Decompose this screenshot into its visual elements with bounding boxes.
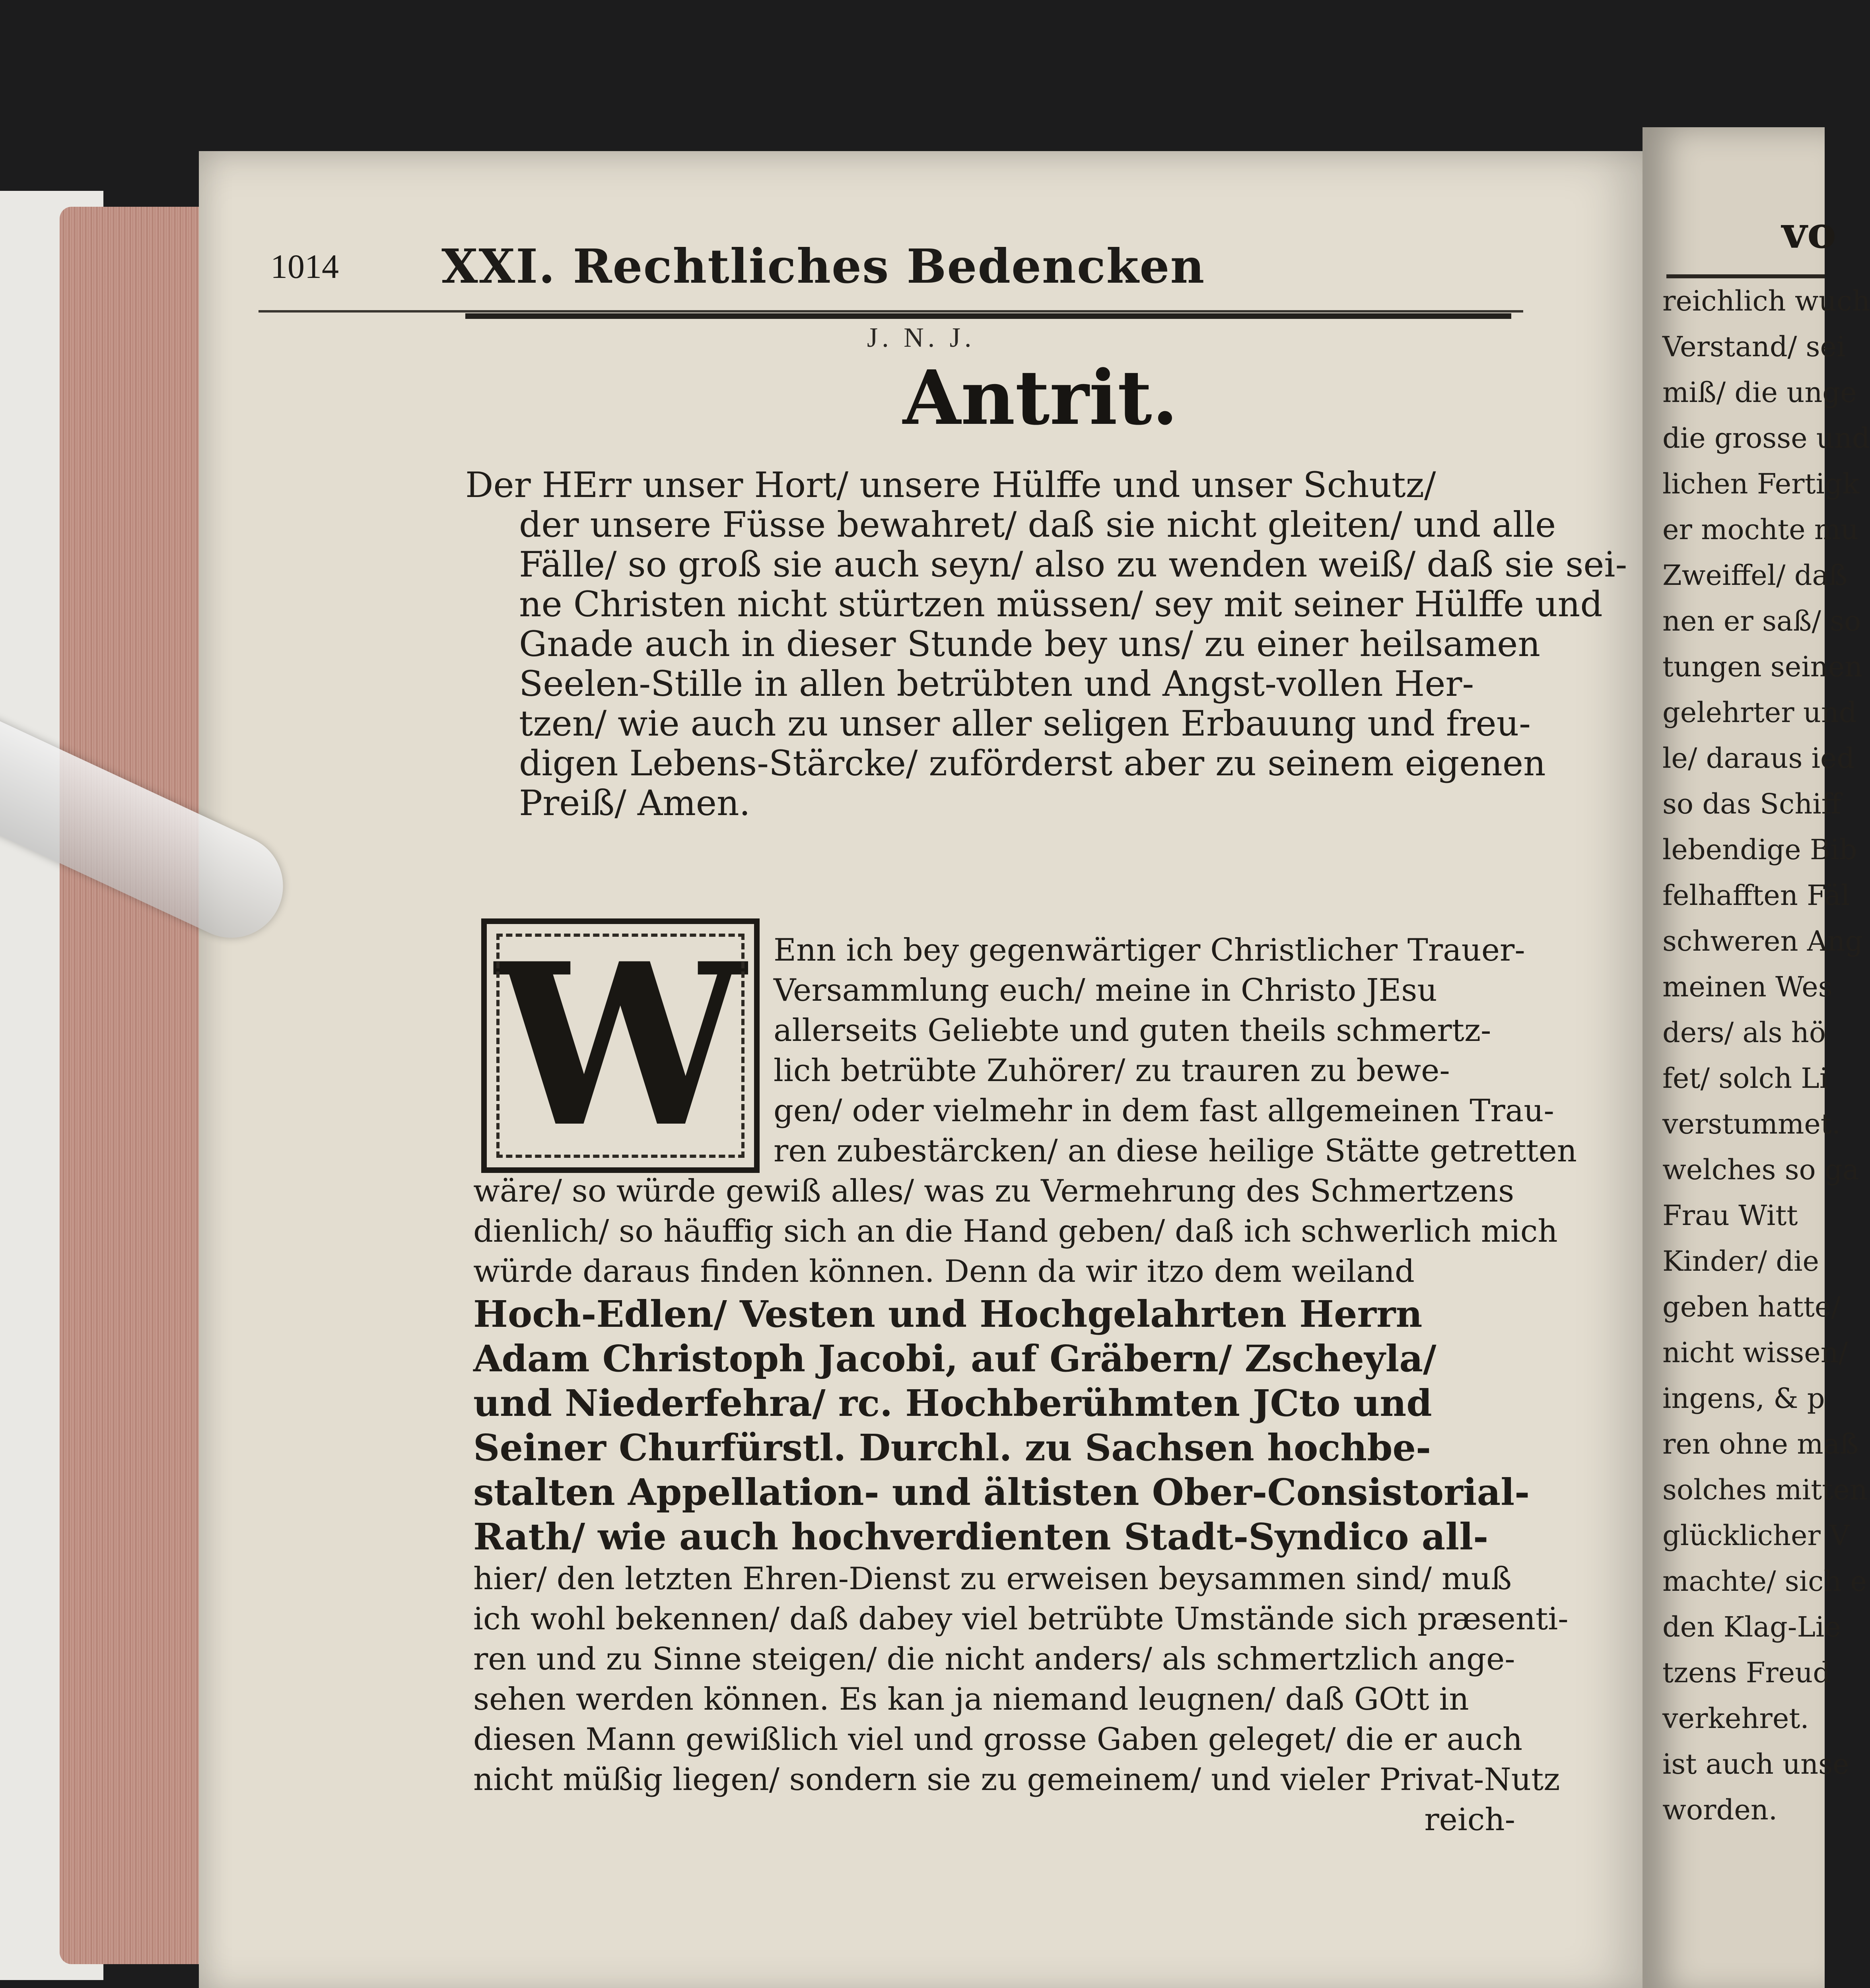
facing-line: welches so ga <box>1662 1153 1859 1186</box>
body-line: ren und zu Sinne steigen/ die nicht anders/ als schmertzlich ange- <box>473 1641 1515 1677</box>
facing-line: le/ daraus ied <box>1662 742 1855 775</box>
body-line: Hoch-Edlen/ Vesten und Hochgelahrten Herrn <box>473 1293 1423 1336</box>
body-line: gen/ oder vielmehr in dem fast allgemeinen Trau- <box>774 1093 1554 1129</box>
facing-line: tzens Freud <box>1662 1656 1831 1689</box>
prayer-line: tzen/ wie auch zu unser aller seligen Erbauung und freu- <box>519 703 1531 744</box>
body-line: hier/ den letzten Ehren-Dienst zu erweisen beysammen sind/ muß <box>473 1561 1512 1597</box>
catchword: reich- <box>1424 1802 1515 1838</box>
initial-letter: W <box>495 915 746 1176</box>
facing-line: glücklicher V <box>1662 1519 1850 1552</box>
facing-line: lichen Fertigk <box>1662 468 1860 500</box>
page-number: 1014 <box>270 247 339 285</box>
body-line: nicht müßig liegen/ sondern sie zu gemeinem/ und vieler Privat-Nutz <box>473 1762 1560 1798</box>
body-line: Rath/ wie auch hochverdienten Stadt-Syndico all- <box>473 1515 1489 1558</box>
facing-line: den Klag-Lie <box>1662 1611 1841 1643</box>
facing-line: fet/ solch Li <box>1662 1062 1829 1095</box>
facing-line: die grosse und <box>1662 422 1870 454</box>
facing-line: Kinder/ die <box>1662 1245 1819 1277</box>
prayer-line: ne Christen nicht stürtzen müssen/ sey mit seiner Hülffe und <box>519 584 1603 625</box>
body-line: stalten Appellation- und ältisten Ober-Consistorial- <box>473 1471 1530 1514</box>
body-line: würde daraus finden können. Denn da wir itzo dem weiland <box>473 1254 1415 1289</box>
body-line: wäre/ so würde gewiß alles/ was zu Vermehrung des Schmertzens <box>473 1173 1514 1209</box>
body-line: Seiner Churfürstl. Durchl. zu Sachsen hochbe- <box>473 1426 1431 1469</box>
facing-page-rule <box>1666 274 1825 278</box>
facing-line: ingens, & p <box>1662 1382 1825 1415</box>
decorated-initial <box>481 915 760 1176</box>
facing-line: lebendige Bib <box>1662 833 1857 866</box>
facing-page-head: vo <box>1782 207 1837 258</box>
facing-line: gelehrter und <box>1662 696 1857 729</box>
facing-line: Zweiffel/ daß <box>1662 559 1848 592</box>
prayer-line: Seelen-Stille in allen betrübten und Angst-vollen Her- <box>519 663 1474 704</box>
facing-line: tungen seinen <box>1662 650 1863 683</box>
body-line: dienlich/ so häuffig sich an die Hand geben/ daß ich schwerlich mich <box>473 1213 1558 1249</box>
invocation: J. N. J. <box>867 322 976 353</box>
body-line: sehen werden können. Es kan ja niemand leugnen/ daß GOtt in <box>473 1681 1469 1717</box>
facing-line: meinen Wes <box>1662 971 1833 1003</box>
facing-line: nicht wissen/ <box>1662 1336 1848 1369</box>
facing-line: nen er saß/ so <box>1662 605 1861 637</box>
header-rule <box>259 310 1523 313</box>
facing-line: Verstand/ sei <box>1662 330 1846 363</box>
facing-line: ders/ als hö <box>1662 1016 1826 1049</box>
facing-line: so das Schiff <box>1662 788 1841 820</box>
facing-line: felhafften Fäl <box>1662 879 1850 912</box>
running-head: XXI. Rechtliches Bedencken <box>441 239 1205 294</box>
body-line: und Niederfehra/ rc. Hochberühmten JCto und <box>473 1382 1432 1425</box>
body-line: Adam Christoph Jacobi, auf Gräbern/ Zscheyla/ <box>473 1337 1437 1380</box>
facing-page-text <box>1662 278 1870 1833</box>
facing-line: schweren Ang <box>1662 925 1863 957</box>
prayer-line: Fälle/ so groß sie auch seyn/ also zu wenden weiß/ daß sie sei- <box>519 544 1627 585</box>
body-line: Versammlung euch/ meine in Christo JEsu <box>774 973 1437 1008</box>
body-line: allerseits Geliebte und guten theils schmertz- <box>774 1013 1491 1048</box>
section-heading: Antrit. <box>903 354 1178 442</box>
body-line: ren zubestärcken/ an diese heilige Stätte getretten <box>774 1133 1577 1169</box>
facing-line: miß/ die unge <box>1662 376 1857 409</box>
body-line: ich wohl bekennen/ daß dabey viel betrübte Umstände sich præsenti- <box>473 1601 1569 1637</box>
prayer-line: Der HErr unser Hort/ unsere Hülffe und unser Schutz/ <box>465 464 1436 505</box>
prayer-line: Gnade auch in dieser Stunde bey uns/ zu einer heilsamen <box>519 623 1541 664</box>
facing-line: reichlich wuch <box>1662 285 1870 317</box>
facing-line: machte/ sich e <box>1662 1565 1867 1598</box>
header-rule-thick <box>465 313 1511 319</box>
facing-line: worden. <box>1662 1794 1778 1826</box>
body-line: Enn ich bey gegenwärtiger Christlicher Trauer- <box>774 932 1525 968</box>
prayer-line: der unsere Füsse bewahret/ daß sie nicht gleiten/ und alle <box>519 504 1556 545</box>
facing-line: ren ohne maß <box>1662 1428 1859 1460</box>
facing-line: verstummet. <box>1662 1108 1841 1140</box>
facing-line: solches mitten <box>1662 1474 1868 1506</box>
facing-line: verkehret. <box>1662 1702 1809 1735</box>
facing-line: er mochte mu <box>1662 513 1859 546</box>
facing-line: geben hatte/ <box>1662 1291 1841 1323</box>
facing-line: ist auch unse <box>1662 1748 1849 1780</box>
prayer-line: digen Lebens-Stärcke/ zuförderst aber zu seinem eigenen <box>519 743 1546 784</box>
body-line: diesen Mann gewißlich viel und grosse Gaben geleget/ die er auch <box>473 1722 1523 1757</box>
initial-ornament <box>495 915 746 1176</box>
facing-line: Frau Witt <box>1662 1199 1798 1232</box>
prayer-line: Preiß/ Amen. <box>519 782 750 823</box>
book-page-edges <box>60 207 203 1964</box>
opening-prayer <box>465 464 1627 823</box>
body-line: lich betrübte Zuhörer/ zu trauren zu bewe- <box>774 1053 1450 1089</box>
